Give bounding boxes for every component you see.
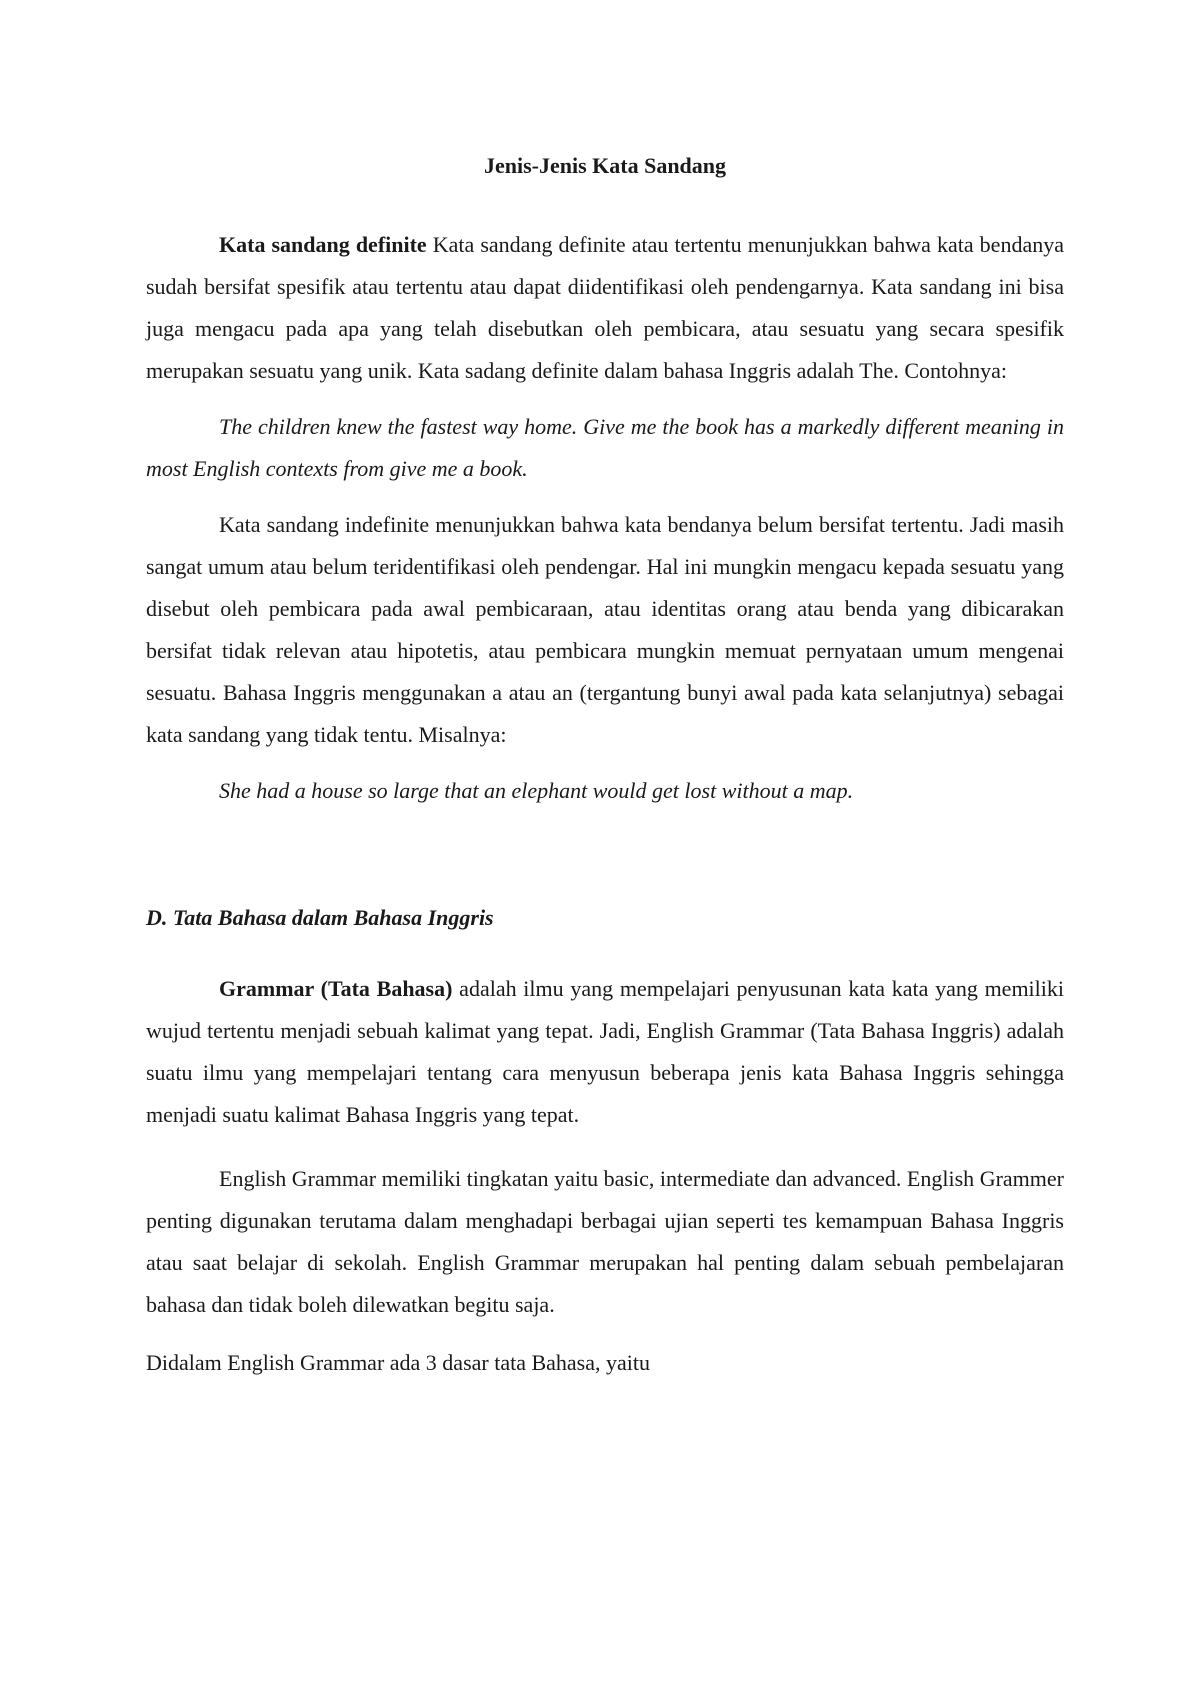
indefinite-paragraph: Kata sandang indefinite menunjukkan bahwa kata bendanya belum bersifat tertentu. Jadi masih sangat umum atau belum teridentifikasi oleh pendengar. Hal ini mungkin mengacu kepada sesuatu yang disebut oleh pembicara pada awal pembicaraan, atau identitas orang atau benda yang dibicarakan bersifat tidak relevan atau hipotetis, atau pembicara mungkin memuat pernyataan umum mengenai sesuatu. Bahasa Inggris menggunakan a atau an (tergantung bunyi awal pada kata selanjutnya) sebagai kata sandang yang tidak tentu. Misalnya: <box>146 512 1064 747</box>
definite-example: The children knew the fastest way home. Give me the book has a markedly different meaning in most English contexts from give me a book. <box>146 414 1064 481</box>
indefinite-example: She had a house so large that an elephant would get lost without a map. <box>219 778 854 803</box>
section-heading: D. Tata Bahasa dalam Bahasa Inggris <box>146 905 494 930</box>
definite-term: Kata sandang definite <box>219 232 427 257</box>
definite-text: Kata sandang definite atau tertentu menunjukkan bahwa kata bendanya sudah bersifat spesifik atau tertentu atau dapat diidentifikasi oleh pendengarnya. Kata sandang ini bisa juga mengacu pada apa yang telah disebutkan oleh pembicara, atau sesuatu yang secara spesifik merupakan sesuatu yang unik. Kata sadang definite dalam bahasa Inggris adalah The. Contohnya: <box>146 232 1064 383</box>
grammar-term: Grammar (Tata Bahasa) <box>219 976 453 1001</box>
grammar-text: adalah ilmu yang mempelajari penyusunan kata kata yang memiliki wujud tertentu menjadi sebuah kalimat yang tepat. Jadi, English Grammar (Tata Bahasa Inggris) adalah suatu ilmu yang mempelajari tentang cara menyusun beberapa jenis kata Bahasa Inggris sehingga menjadi suatu kalimat Bahasa Inggris yang tepat. <box>146 976 1065 1127</box>
document-body <box>146 150 1064 1384</box>
levels-paragraph: English Grammar memiliki tingkatan yaitu basic, intermediate dan advanced. English Grammer penting digunakan terutama dalam menghadapi berbagai ujian seperti tes kemampuan Bahasa Inggris atau saat belajar di sekolah. English Grammar merupakan hal penting dalam sebuah pembelajaran bahasa dan tidak boleh dilewatkan begitu saja. <box>146 1166 1064 1317</box>
grammar-paragraph <box>146 968 1064 1136</box>
closing-line: Didalam English Grammar ada 3 dasar tata Bahasa, yaitu <box>146 1350 650 1375</box>
page-title: Jenis-Jenis Kata Sandang <box>483 153 727 178</box>
definite-paragraph <box>146 224 1064 392</box>
